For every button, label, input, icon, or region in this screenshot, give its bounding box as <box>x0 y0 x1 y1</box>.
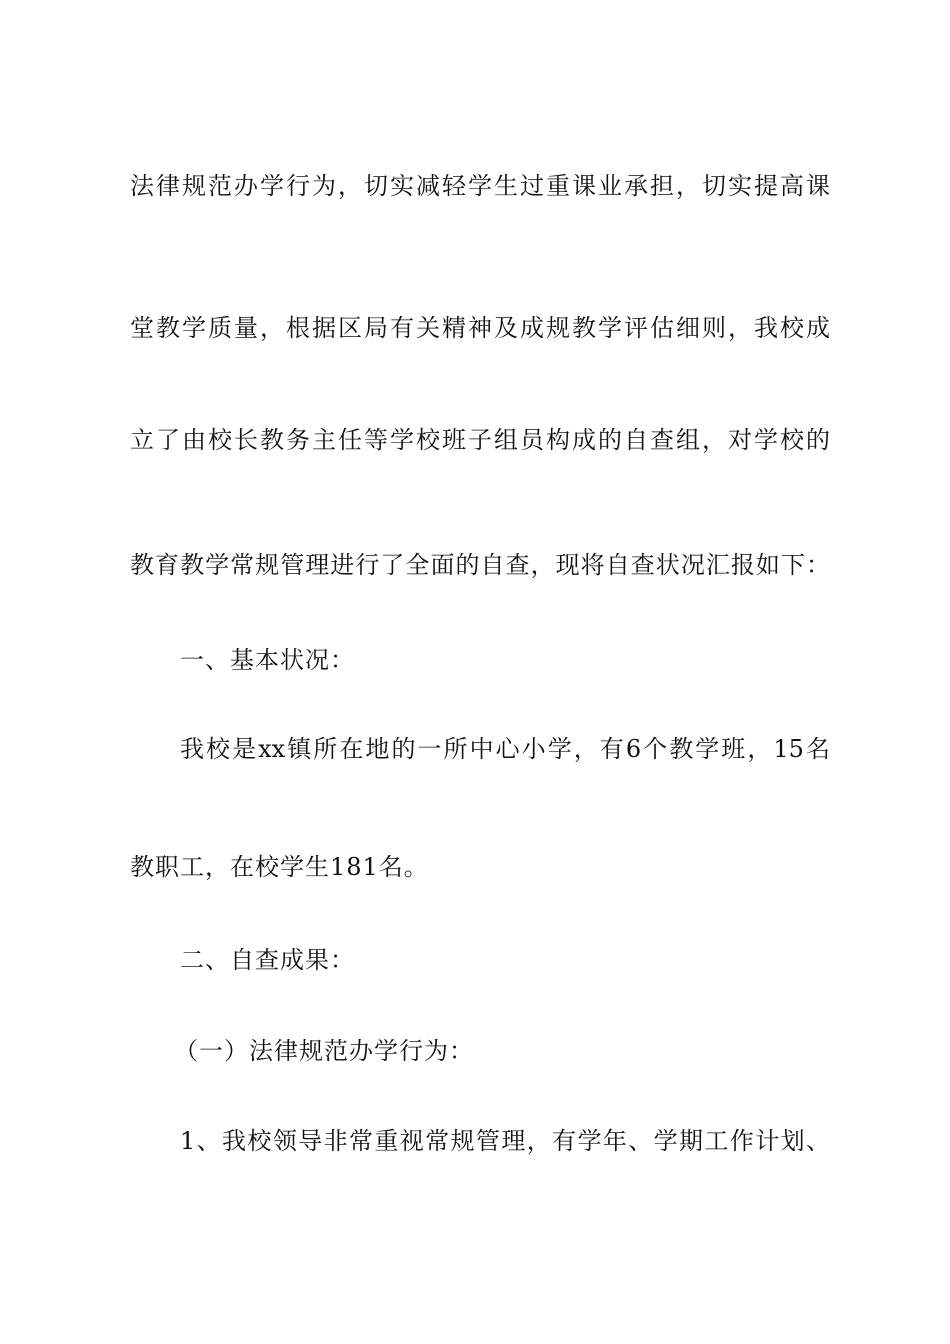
subsection-heading: （一）法律规范办学行为： <box>174 1037 474 1065</box>
section-heading-self-check-results: 二、自查成果： <box>180 946 355 974</box>
paragraph-line: 教职工，在校学生181名。 <box>130 853 429 881</box>
paragraph-line: 1、我校领导非常重视常规管理，有学年、学期工作计划、 <box>180 1127 830 1155</box>
paragraph-line: 我校是xx镇所在地的一所中心小学，有6个教学班，15名 <box>180 735 830 763</box>
paragraph-line: 教育教学常规管理进行了全面的自查，现将自查状况汇报如下： <box>130 551 830 579</box>
paragraph-line: 堂教学质量，根据区局有关精神及成规教学评估细则，我校成 <box>130 314 830 342</box>
section-heading-basic-status: 一、基本状况： <box>180 646 355 674</box>
paragraph-line: 立了由校长教务主任等学校班子组员构成的自查组，对学校的 <box>130 426 830 454</box>
paragraph-line: 法律规范办学行为，切实减轻学生过重课业承担，切实提高课 <box>130 172 830 200</box>
